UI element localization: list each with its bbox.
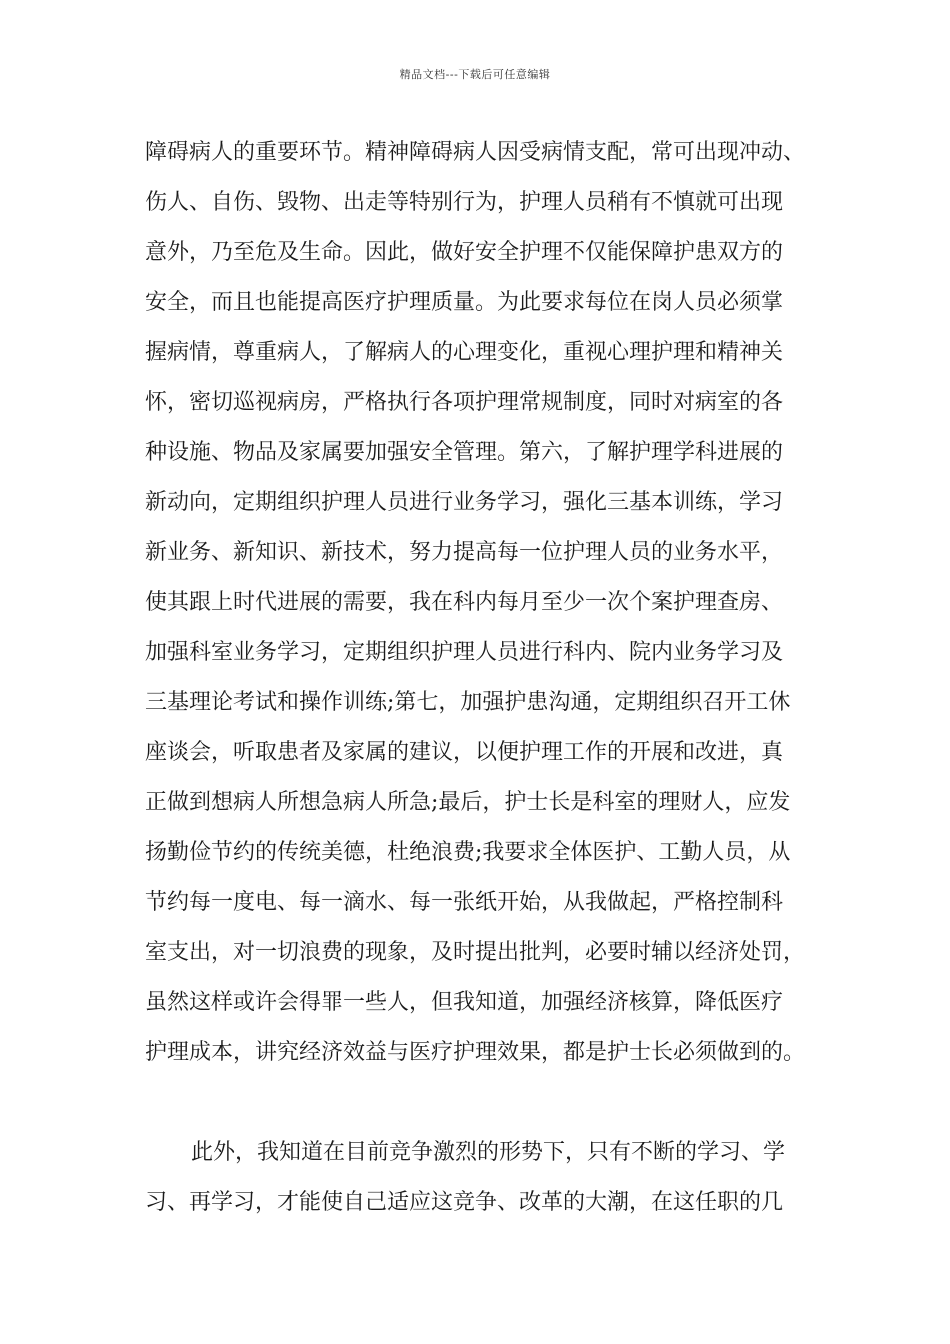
text-line: 障碍病人的重要环节。精神障碍病人因受病情支配，常可出现冲动、	[145, 140, 806, 165]
text-line: 新动向，定期组织护理人员进行业务学习，强化三基本训练，学习	[145, 490, 784, 515]
text-line: 怀，密切巡视病房，严格执行各项护理常规制度，同时对病室的各	[145, 390, 784, 415]
paragraph-2	[145, 1128, 835, 1228]
page-header: 精品文档---下载后可任意编辑	[399, 68, 551, 81]
text-line: 护理成本，讲究经济效益与医疗护理效果，都是护士长必须做到的。	[145, 1040, 806, 1065]
text-line: 安全，而且也能提高医疗护理质量。为此要求每位在岗人员必须掌	[145, 290, 784, 315]
text-line: 加强科室业务学习，定期组织护理人员进行科内、院内业务学习及	[145, 640, 784, 665]
text-line: 虽然这样或许会得罪一些人，但我知道，加强经济核算，降低医疗	[145, 990, 784, 1015]
text-line: 伤人、自伤、毁物、出走等特别行为，护理人员稍有不慎就可出现	[145, 190, 784, 215]
text-line: 室支出，对一切浪费的现象，及时提出批判，必要时辅以经济处罚，	[145, 940, 806, 965]
text-line-indented: 此外，我知道在目前竞争激烈的形势下，只有不断的学习、学	[191, 1140, 786, 1165]
text-line: 三基理论考试和操作训练;第七，加强护患沟通，定期组织召开工休	[145, 690, 791, 715]
text-line: 意外，乃至危及生命。因此，做好安全护理不仅能保障护患双方的	[145, 240, 784, 265]
paragraph-1	[145, 128, 835, 1078]
document-body	[145, 128, 835, 1228]
text-line: 节约每一度电、每一滴水、每一张纸开始，从我做起，严格控制科	[145, 890, 784, 915]
text-line: 习、再学习，才能使自己适应这竞争、改革的大潮，在这任职的几	[145, 1190, 784, 1215]
text-line: 种设施、物品及家属要加强安全管理。第六，了解护理学科进展的	[145, 440, 784, 465]
text-line: 扬勤俭节约的传统美德，杜绝浪费;我要求全体医护、工勤人员，从	[145, 840, 791, 865]
text-line: 正做到想病人所想急病人所急;最后，护士长是科室的理财人，应发	[145, 790, 791, 815]
text-line: 使其跟上时代进展的需要，我在科内每月至少一次个案护理查房、	[145, 590, 784, 615]
text-line: 新业务、新知识、新技术，努力提高每一位护理人员的业务水平，	[145, 540, 784, 565]
paragraph-spacer	[145, 1078, 835, 1128]
text-line: 握病情，尊重病人，了解病人的心理变化，重视心理护理和精神关	[145, 340, 784, 365]
text-line: 座谈会，听取患者及家属的建议，以便护理工作的开展和改进，真	[145, 740, 784, 765]
